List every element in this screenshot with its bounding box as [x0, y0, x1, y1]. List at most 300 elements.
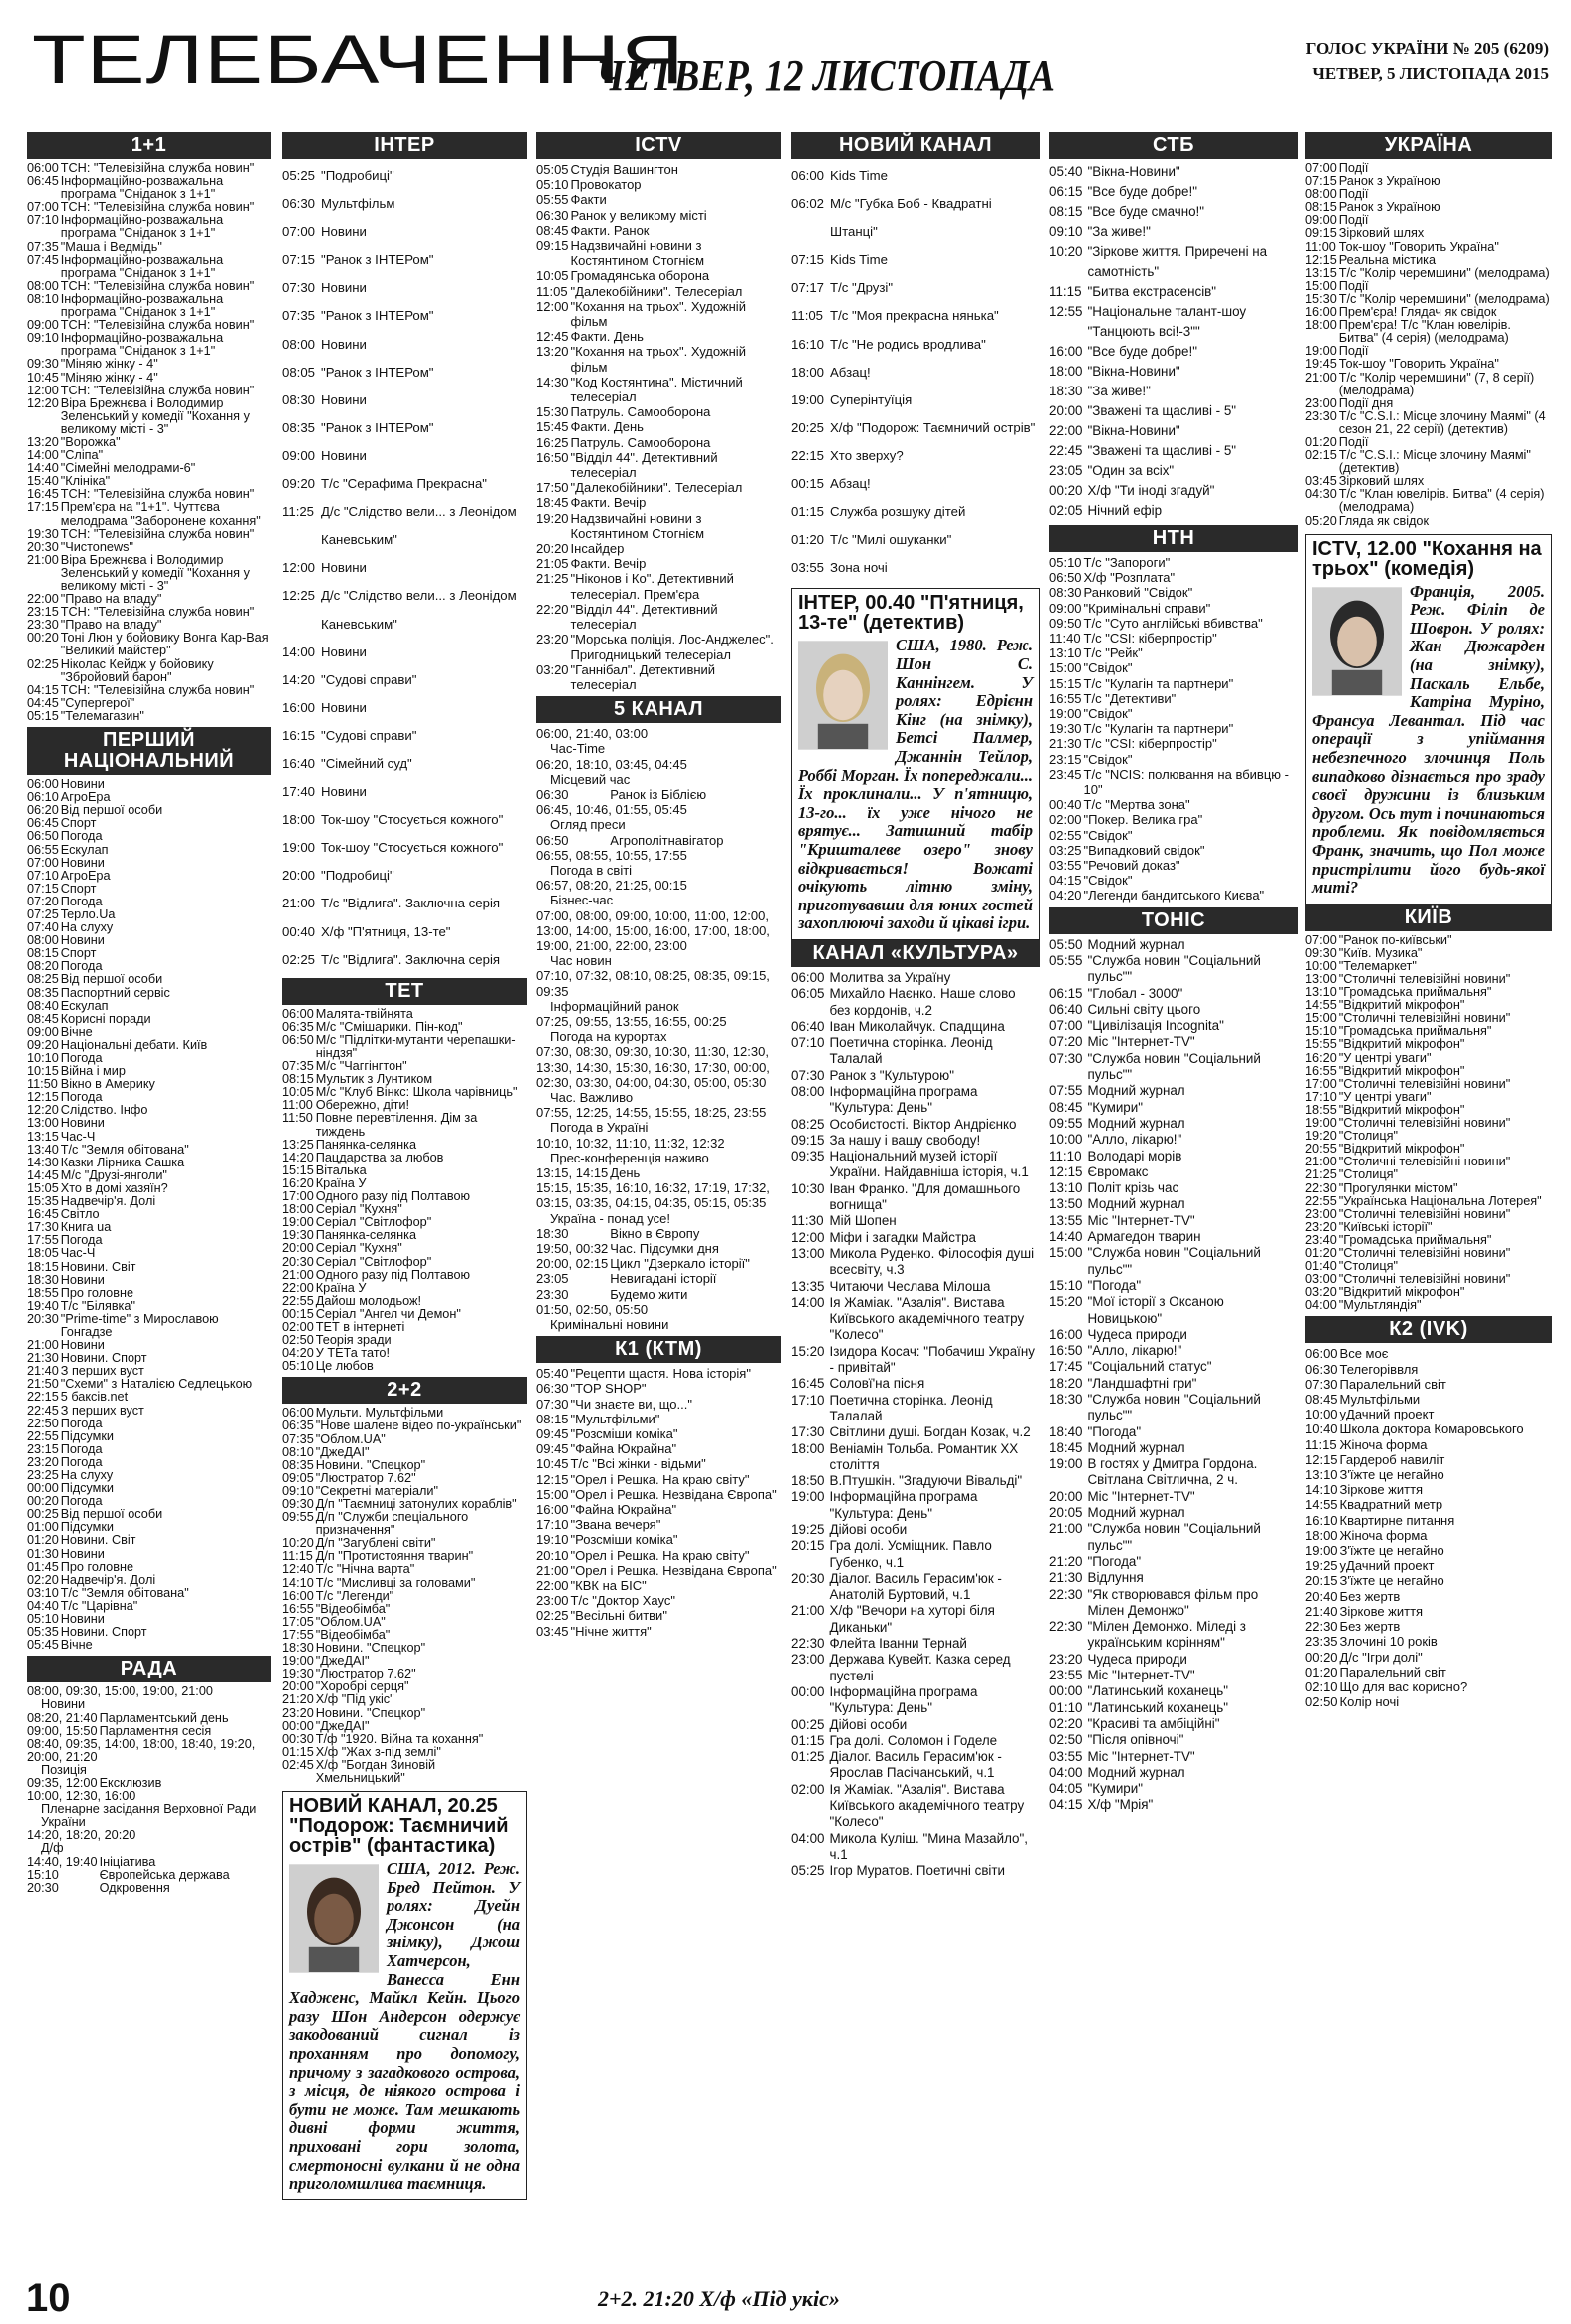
program-time: 14:45: [27, 1167, 59, 1182]
program-list: [536, 162, 781, 692]
program-title: Дійові особи: [829, 1716, 908, 1732]
program-time: 10:00, 12:30, 16:00: [27, 1789, 136, 1804]
program-title: "Речовий доказ": [1083, 858, 1180, 874]
program-time: 05:10: [536, 177, 569, 193]
program-title: Вікно в Європу: [610, 1225, 700, 1241]
program-time: 04:20: [1049, 888, 1082, 904]
program-time: 06:15: [1049, 184, 1083, 199]
program-title: "Телемаркет": [1338, 958, 1417, 973]
program-title: Факти. Ранок: [570, 222, 650, 238]
program-time: 21:50: [27, 1377, 59, 1392]
program-time: 10:40: [1305, 1421, 1338, 1437]
program-time: 20:30: [791, 1570, 825, 1586]
program-title: Погода: [60, 1416, 103, 1430]
channel-header: ІНТЕР: [282, 132, 527, 159]
program-time: 17:10: [1305, 1089, 1337, 1104]
program-time: 06:00: [282, 1406, 314, 1420]
program-list: [791, 162, 1040, 582]
program-time: 07:10: [791, 1035, 825, 1051]
program-title: Події: [1338, 161, 1369, 175]
program-title: Х/ф "Розплата": [1083, 570, 1176, 586]
program-time: 15:20: [791, 1343, 825, 1359]
program-time: 03:25: [1049, 842, 1082, 858]
program-time: 09:10: [1049, 224, 1083, 239]
channel-section: [282, 132, 527, 974]
program-time: 04:30: [1305, 487, 1337, 502]
footer-highlight: 2+2. 21:20 Х/ф «Під укіс»: [598, 2286, 840, 2311]
program-title: "Сліпа": [60, 448, 104, 463]
program-time: 22:50: [27, 1416, 59, 1430]
program-time: 22:45: [27, 1403, 59, 1418]
program-title: Т/с "Земля обітована": [60, 1585, 189, 1600]
program-title: Світлини душі. Богдан Козак, ч.2: [829, 1424, 1031, 1440]
program-time: 07:45: [27, 252, 59, 267]
program-time: 16:00: [536, 1502, 569, 1518]
program-time: 23:30: [1305, 408, 1337, 423]
program-time: 09:20: [282, 476, 316, 492]
program-title: "Столичні телевізійні новини": [1338, 1272, 1511, 1287]
program-time: 20:00: [282, 868, 316, 884]
program-time: 00:15: [282, 1306, 314, 1321]
program-time: 10:15: [27, 1064, 59, 1079]
program-title: Абзац!: [830, 364, 871, 380]
program-title: З'їжте це негайно: [1339, 1543, 1444, 1559]
program-title: Цикл "Дзеркало історії": [610, 1256, 750, 1272]
program-title: "Служба новин "Соціальний пульс"": [1087, 952, 1261, 985]
program-time: 13:25: [282, 1137, 314, 1152]
program-title: Х/ф "Під укіс": [315, 1692, 394, 1707]
channel-header: КИЇВ: [1305, 904, 1552, 931]
program-title: "Файна Юкрайна": [570, 1441, 677, 1457]
channel-header: НТН: [1049, 525, 1298, 552]
program-title: З'їжте це негайно: [1339, 1573, 1444, 1589]
program-time: 21:00: [27, 1338, 59, 1353]
program-title: Євромакс: [1087, 1163, 1149, 1179]
program-title: "Хоробрі серця": [315, 1679, 409, 1694]
channel-section: [282, 1377, 527, 1785]
program-title: АгроЕра: [60, 868, 111, 883]
program-time: 21:40: [1305, 1603, 1338, 1619]
program-time: 01:15: [282, 1744, 314, 1759]
program-time: 22:30: [1049, 1586, 1083, 1602]
program-title: Т/с "CSI: кіберпростір": [1083, 736, 1217, 752]
program-title: "Сімейний суд": [321, 755, 412, 771]
program-time: 11:10: [1049, 1148, 1082, 1163]
channel-section: [27, 132, 271, 723]
program-title: Т/с "CSI: кіберпростір": [1083, 631, 1217, 646]
program-title: Європейська держава: [99, 1867, 230, 1882]
program-title: "Судові справи": [321, 727, 417, 743]
program-time: 16:00: [282, 699, 316, 715]
program-title: Tepлo.Ua: [60, 906, 116, 921]
program-time: 02:50: [1049, 1732, 1083, 1748]
program-time: 15:20: [1049, 1294, 1083, 1310]
program-title: ТСН: "Телевізійна служба новин": [60, 161, 255, 175]
announcement-body: США, 2012. Реж. Бред Пейтон. У ролях: Дуейн Джонсон (на знімку), Джош Хатчерсон, Ванесса Енн Хадженс, Майкл Кейн. Цього разу Шон Андерсон одержує закодований сигнал із проханням про допомогу, причому з загадкового острова, з місця, де ніякого острова і бути не може. Там мешкають дивні форми життя, приховані гори золота, смертоносні вулкани й не одна приголомшлива таємниця.: [289, 1859, 520, 2194]
program-title: Х/ф "Мрія": [1087, 1797, 1154, 1813]
program-title: Погода: [60, 894, 103, 908]
program-time: 15:05: [27, 1180, 59, 1195]
program-time: 06:30: [536, 207, 569, 223]
program-title: Війна і мир: [60, 1064, 126, 1079]
program-time: 22:30: [791, 1636, 825, 1652]
program-title: Діалог. Василь Герасим'юк - Ярослав Пасічанський, ч.1: [829, 1749, 1002, 1781]
program-title: "Столиця": [1338, 1259, 1398, 1274]
program-time: 21:30: [1049, 1570, 1083, 1586]
program-title: "Нічне життя": [570, 1623, 652, 1639]
program-time: 13:10: [1049, 1180, 1083, 1196]
program-title: Т/с "Відлига". Заключна серія: [321, 896, 501, 911]
program-title: Позиція: [41, 1762, 87, 1777]
program-time: 13:00: [791, 1245, 825, 1261]
program-time: 02:25: [282, 951, 316, 967]
program-time: 06:30: [1305, 1361, 1338, 1377]
program-title: Жіноча форма: [1339, 1527, 1428, 1543]
program-time: 08:15: [282, 1072, 314, 1087]
program-time: 19:00: [282, 1215, 314, 1230]
channel-section: [791, 940, 1040, 1880]
program-title: Події дня: [1338, 395, 1394, 410]
program-time: 13:20: [536, 344, 569, 360]
program-title: "Весільні битви": [570, 1608, 667, 1624]
program-time: 18:55: [1305, 1102, 1337, 1117]
program-title: Х/ф "Богдан Зиновій Хмельницький": [315, 1757, 436, 1785]
program-time: 09:35, 12:00: [27, 1775, 98, 1790]
program-list: [791, 970, 1040, 1880]
program-title: "Кумири": [1087, 1781, 1143, 1797]
program-time: 08:15: [1305, 200, 1337, 215]
program-title: "Служба новин "Соціальний пульс"": [1087, 1050, 1261, 1083]
program-list: [536, 1366, 781, 1639]
program-title: Х/ф "Подорож: Таємничий острів": [830, 419, 1036, 435]
program-time: 07:30, 08:30, 09:30, 10:30, 11:30, 12:30, 13:30, 14:30, 15:30, 16:30, 17:30, 00:00, 02:30, 03:30, 04:00, 04:30, 05:00, 05:30: [536, 1044, 770, 1090]
program-title: Панянка-селянка: [315, 1137, 417, 1152]
program-title: Спорт: [60, 816, 97, 831]
program-title: Ініціатива: [99, 1854, 156, 1869]
program-time: 13:35: [791, 1278, 825, 1294]
program-time: 01:45: [27, 1559, 59, 1574]
channel-header: К1 (КТМ): [536, 1336, 781, 1363]
program-title: уДачний проект: [1339, 1407, 1435, 1422]
program-time: 09:00: [1305, 213, 1337, 228]
program-title: Мульти. Мультфільми: [315, 1406, 444, 1420]
program-title: Новини. Світ: [60, 1259, 136, 1274]
program-title: "Далекобійники". Телесеріал: [570, 283, 743, 299]
program-title: "Облом.UA": [315, 1614, 386, 1629]
program-title: Злочині 10 років: [1339, 1634, 1438, 1650]
program-title: "Кохання на трьох". Художній фільм: [570, 344, 746, 375]
program-title: ТСН: "Телевізійна служба новин": [60, 278, 255, 293]
program-time: 18:00: [1305, 1527, 1338, 1543]
program-time: 14:55: [1305, 998, 1337, 1013]
program-time: 10:10, 10:32, 11:10, 11:32, 12:32: [536, 1135, 725, 1151]
program-title: "Відкритий мікрофон": [1338, 998, 1465, 1013]
program-time: 02:00: [1049, 812, 1082, 828]
program-time: 13:10: [1305, 985, 1337, 1000]
program-title: "Відкритий мікрофон": [1338, 1285, 1465, 1300]
program-time: 01:30: [27, 1546, 59, 1561]
program-title: Одного разу під Полтавою: [315, 1267, 471, 1282]
program-time: 18:30: [1049, 384, 1083, 398]
program-time: 08:00: [27, 278, 59, 293]
program-title: ТСН: "Телевізійна служба новин": [60, 682, 255, 697]
program-time: 20:30: [282, 1254, 314, 1269]
program-time: 20:40: [1305, 1588, 1338, 1604]
program-time: 01:25: [791, 1749, 825, 1765]
program-time: 16:50: [1049, 1343, 1083, 1359]
masthead: [1306, 36, 1549, 86]
program-time: 13:15: [27, 1129, 59, 1144]
program-title: Одного разу під Полтавою: [315, 1189, 471, 1204]
program-title: "Все буде смачно!": [1087, 204, 1205, 219]
program-time: 23:30: [27, 618, 59, 633]
program-time: 05:45: [27, 1638, 59, 1653]
program-title: "Мультфільми": [570, 1411, 660, 1426]
program-title: "Нове шалене відео по-українськи": [315, 1419, 522, 1433]
program-time: 18:45: [536, 495, 569, 511]
program-time: 05:10: [27, 1612, 59, 1627]
program-time: 18:30: [27, 1272, 59, 1287]
program-title: Новини. Світ: [60, 1533, 136, 1548]
program-title: "Чистоnews": [60, 539, 133, 554]
program-title: Серіал "Світлофор": [315, 1215, 432, 1230]
program-time: 00:00: [1049, 1683, 1083, 1699]
program-time: 17:15: [27, 500, 59, 515]
program-time: 17:30: [791, 1424, 825, 1440]
program-time: 02:00: [282, 1319, 314, 1334]
program-title: Модний журнал: [1087, 1196, 1185, 1212]
program-time: 13:15: [1305, 265, 1337, 280]
program-time: 11:00: [1305, 239, 1336, 254]
program-title: Модний журнал: [1087, 936, 1185, 952]
program-title: Т/с "Земля обітована": [60, 1142, 189, 1157]
program-title: "Клініка": [60, 474, 111, 489]
program-title: Спорт: [60, 881, 97, 896]
program-time: 06:30: [282, 196, 316, 212]
program-time: 06:20, 18:10, 03:45, 04:45: [536, 756, 687, 772]
program-title: Час-Ч: [60, 1246, 96, 1261]
program-title: Погода: [60, 1233, 103, 1248]
program-time: 22:00: [1049, 423, 1083, 438]
program-title: Бізнес-час: [550, 893, 614, 908]
program-title: Час. Важливо: [550, 1089, 634, 1105]
announcement-body: США, 1980. Реж. Шон С. Каннінгем. У ролях: Едрієнн Кінг (на знімку), Бетсі Палмер, Джаннін Тейлор, Роббі Морган. Їх попереджали... Їх проклинали... У п'ятницю, 13-го... їх уже нічого не врятує... Затишний табір "Кришталеве озеро" знову відкривається! Вожаті очікують літню зміну, приготувавши для юних гостей захоплюючі заходи й цікаві ігри.: [798, 636, 1033, 933]
program-time: 20:30: [27, 539, 59, 554]
program-time: 19:30: [27, 526, 59, 541]
program-title: Повне перевтілення. Дім за тиждень: [315, 1111, 478, 1139]
program-time: 07:30: [791, 1067, 825, 1083]
program-title: "Відділ 44". Детективний телесеріал: [570, 601, 718, 633]
program-title: Модний журнал: [1087, 1115, 1185, 1131]
program-time: 12:20: [27, 1103, 59, 1118]
program-time: 03:20: [1305, 1285, 1337, 1300]
program-time: 05:25: [791, 1863, 825, 1879]
program-time: 09:00: [27, 1024, 59, 1039]
program-title: "Битва екстрасенсів": [1087, 284, 1217, 299]
channel-header: РАДА: [27, 1656, 271, 1682]
program-title: Держава Кувейт. Казка серед пустелі: [829, 1652, 1011, 1683]
program-title: "Орел і Решка. Незвідана Європа": [570, 1486, 777, 1502]
program-time: 21:20: [1049, 1553, 1083, 1569]
program-title: Пацдарства за любов: [315, 1150, 444, 1164]
program-time: 05:55: [1049, 952, 1083, 968]
program-time: 00:30: [282, 1731, 314, 1746]
program-title: Д/с "Ігри долі": [1339, 1649, 1423, 1665]
program-time: 08:40: [27, 998, 59, 1013]
program-time: 12:15: [1049, 1163, 1083, 1179]
channel-section: [1305, 1316, 1552, 1709]
program-title: "Служба новин "Соціальний пульс"": [1087, 1391, 1261, 1423]
program-time: 16:50: [536, 449, 569, 465]
program-title: Час-Time: [550, 741, 606, 757]
program-time: 08:10: [27, 291, 59, 306]
program-title: Діалог. Василь Герасим'юк - Анатолій Буртовий, ч.1: [829, 1570, 1002, 1603]
program-title: Т/ф "1920. Війна та кохання": [315, 1731, 484, 1746]
program-time: 19:20: [1305, 1129, 1337, 1144]
program-title: Факти: [570, 192, 607, 208]
program-time: 08:10: [282, 1444, 314, 1459]
program-title: "Столичні телевізійні новини": [1338, 1116, 1511, 1131]
announcement-heading: ICTV, 12.00 "Кохання на трьох" (комедія): [1312, 537, 1542, 580]
program-time: 18:20: [1049, 1375, 1083, 1391]
program-time: 13:55: [1049, 1212, 1083, 1228]
program-time: 02:15: [1305, 448, 1337, 463]
program-title: Новини. Спорт: [60, 1625, 147, 1640]
program-time: 23:40: [1305, 1232, 1337, 1247]
program-title: Поетична сторінка. Леонід Талалай: [829, 1035, 993, 1067]
program-time: 20:05: [1049, 1505, 1083, 1521]
issue-date: ЧЕТВЕР, 5 ЛИСТОПАДА 2015: [1312, 64, 1549, 83]
program-title: Все моє: [1339, 1346, 1389, 1362]
program-time: 00:15: [791, 476, 825, 492]
program-time: 07:00, 08:00, 09:00, 10:00, 11:00, 12:00, 13:00, 14:00, 15:00, 16:00, 17:00, 18:00, 19:00, 21:00, 22:00, 23:00: [536, 907, 770, 953]
program-time: 08:35: [27, 985, 59, 1000]
program-time: 20:20: [536, 541, 569, 557]
program-title: "Як створювався фільм про Мілен Демонжо": [1087, 1586, 1259, 1618]
program-title: Від першої особи: [60, 1507, 163, 1522]
program-title: Інформаційно-розважальна програма "Сніданок з 1+1": [60, 213, 224, 241]
program-title: "Люстратор 7.62": [315, 1470, 416, 1485]
program-title: "Глобал - 3000": [1087, 985, 1183, 1001]
program-title: "Відкритий мікрофон": [1338, 1142, 1465, 1157]
program-title: Новини. Спорт: [60, 1351, 147, 1366]
program-time: 23:15: [27, 1441, 59, 1456]
program-time: 06:55: [27, 842, 59, 857]
program-title: Що для вас корисно?: [1339, 1678, 1468, 1694]
program-title: "Чи знаєте ви, що...": [570, 1396, 692, 1412]
program-time: 08:20: [27, 959, 59, 974]
program-title: Панянка-селянка: [315, 1228, 417, 1243]
program-title: Д/п "Протистояння тварин": [315, 1549, 474, 1564]
program-title: "Супергерої": [60, 695, 135, 710]
program-title: Слідство. Інфо: [60, 1103, 148, 1118]
program-time: 11:15: [1305, 1436, 1337, 1452]
program-time: 12:55: [1049, 304, 1083, 319]
program-time: 15:15, 15:35, 16:10, 16:32, 17:19, 17:32, 03:15, 03:35, 04:15, 04:35, 05:15, 05:35: [536, 1180, 770, 1211]
program-title: "Ранок по-київськи": [1338, 932, 1452, 947]
program-title: Ескулап: [60, 998, 109, 1013]
program-title: "Громадська приймальня": [1338, 1232, 1492, 1247]
program-title: Прем'єра на "1+1". Чуттєва мелодрама "Заборонене кохання": [60, 500, 261, 528]
program-title: Т/с "Не родись вродлива": [830, 336, 986, 352]
channel-header: ТОНІС: [1049, 907, 1298, 934]
program-time: 00:20: [1305, 1649, 1338, 1665]
program-title: М/с "Губка Боб - Квадратні Штанці": [830, 196, 992, 240]
program-title: Новини. "Спецкор": [315, 1641, 426, 1656]
program-time: 08:40, 09:35, 14:00, 18:00, 18:40, 19:20, 20:00, 21:20: [27, 1736, 256, 1764]
program-time: 07:00: [1305, 161, 1337, 175]
program-time: 15:10: [27, 1867, 59, 1882]
program-time: 09:15: [1305, 226, 1337, 241]
program-time: 13:20: [27, 434, 59, 449]
program-title: Новини: [60, 777, 105, 792]
program-title: Ранковий "Свідок": [1083, 585, 1193, 601]
program-title: ТСН: "Телевізійна служба новин": [60, 605, 255, 620]
program-title: Т/с "Царівна": [60, 1598, 138, 1613]
announcement-body: Франція, 2005. Реж. Філіп де Шоврон. У ролях: Жан Дюжарден (на знімку), Паскаль Ельбе, Катріна Мурiно, Франсуа Левантал. Під час операції з упіймання небезпечного злочинця Поль випадково дізнається про зраду своєї дружини із близьким другом. Ось тут і починаються проблеми. Як повідомляється Франк, значить, що Пол може пристрілити його будь-якої миті?: [1312, 581, 1545, 898]
program-title: Кримінальні новини: [550, 1317, 669, 1333]
program-time: 20:25: [791, 419, 825, 435]
program-time: 12:15: [27, 1090, 59, 1105]
program-title: Т/с "Моя прекрасна нянька": [830, 308, 999, 324]
program-time: 17:10: [791, 1392, 825, 1408]
program-title: Події: [1338, 434, 1369, 449]
program-title: Національні дебати. Київ: [60, 1037, 208, 1052]
channel-section: [791, 132, 1040, 582]
program-time: 08:35: [282, 1457, 314, 1472]
program-time: 12:00: [791, 1229, 825, 1245]
page-footer: [0, 2276, 1571, 2324]
program-time: 06:40: [791, 1018, 825, 1034]
program-title: Міфи і загадки Майстра: [829, 1229, 977, 1245]
program-title: Нічний ефір: [1087, 503, 1163, 518]
program-title: Сильні світу цього: [1087, 1001, 1201, 1017]
program-time: 12:40: [282, 1562, 314, 1577]
program-time: 08:45: [1049, 1099, 1083, 1115]
program-title: "КВК на БІС": [570, 1578, 647, 1594]
program-time: 13:00: [1305, 972, 1337, 986]
program-time: 00:20: [1049, 483, 1083, 498]
program-title: Будемо жити: [610, 1286, 688, 1302]
program-time: 05:35: [27, 1625, 59, 1640]
program-time: 12:00: [282, 560, 316, 576]
channel-section: [1305, 904, 1552, 1313]
program-time: 18:05: [27, 1246, 59, 1261]
program-time: 01:50, 02:50, 05:50: [536, 1301, 649, 1317]
program-time: 02:25: [27, 656, 59, 671]
program-time: 07:35: [282, 1059, 314, 1074]
program-title: "Розсміши коміка": [570, 1532, 678, 1548]
program-title: Інформаційна програма "Культура: День": [829, 1489, 978, 1521]
program-title: Відлуння: [1087, 1570, 1144, 1586]
program-time: 01:20: [27, 1533, 59, 1548]
channel-header: НОВИЙ КАНАЛ: [791, 132, 1040, 159]
program-title: Школа доктора Комаровського: [1339, 1421, 1524, 1437]
program-time: 09:05: [282, 1470, 314, 1485]
program-title: Країна У: [315, 1280, 367, 1295]
program-time: 02:10: [1305, 1678, 1338, 1694]
channel-section: [536, 696, 781, 1332]
program-time: 22:55: [1305, 1193, 1337, 1208]
program-title: Флейта Іванни Тернай: [829, 1636, 967, 1652]
program-time: 14:20, 18:20, 20:20: [27, 1828, 136, 1843]
program-title: Д/ф: [41, 1841, 64, 1856]
program-time: 14:40: [1049, 1229, 1083, 1245]
channel-header: ПЕРШИЙ НАЦІОНАЛЬНИЙ: [27, 727, 271, 775]
program-title: Т/с "Мисливці за головами": [315, 1575, 476, 1590]
program-title: "Орел і Решка. На краю світу": [570, 1547, 750, 1563]
program-title: Модний журнал: [1087, 1439, 1185, 1455]
